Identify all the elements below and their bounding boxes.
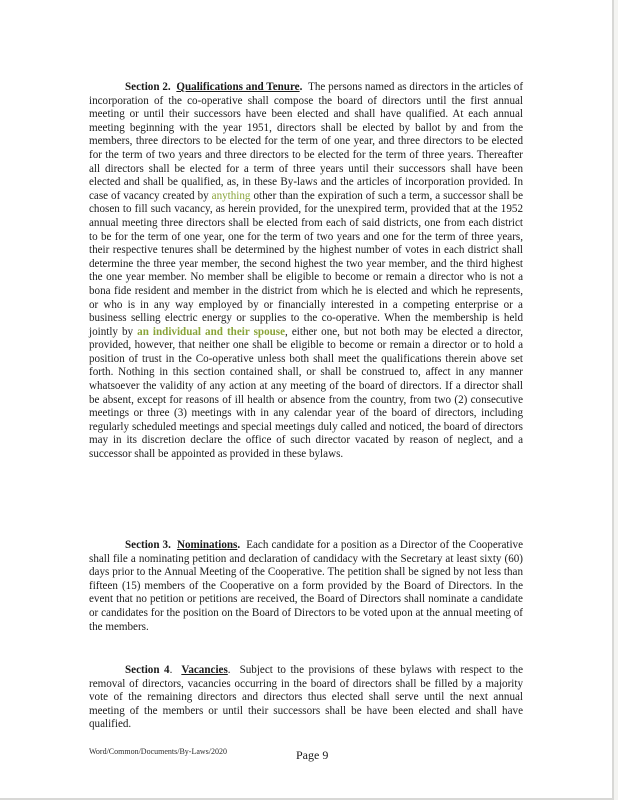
section-2-title-period: . — [299, 81, 303, 93]
footer-file-path: Word/Common/Documents/By-Laws/2020 — [89, 747, 228, 756]
section-4-title-period: . — [227, 664, 231, 676]
section-3-paragraph — [89, 539, 523, 634]
section-2-paragraph — [89, 81, 523, 462]
highlighted-phrase-spouse: an individual and their spouse — [137, 325, 286, 338]
section-4-text: Subject to the provisions of these bylaws with respect to the removal of directors, vacancies occurring in the board of directors shall be filled by a majority vote of the remaining directors and directors thus elected shall serve until the next annual meeting of the members or until their successors shall be have been elected and shall have qualified. — [89, 664, 524, 731]
section-4-paragraph: Section 4. Vacancies. Subject to the provisions of these bylaws with respect to the removal of directors, vacancies occurring in the board of directors shall be filled by a majority vote of the remaining directors and directors thus elected shall serve until the next annual meeting of the members or until their successors shall be have been elected and shall have qualified. — [89, 664, 524, 731]
section-2-text-c: , either one, but not both may be elected a director, provided, however, that neither one shall be eligible to become or remain a director or to hold a position of trust in the Co-operative unless both shall meet the qualifications therein above set forth. Nothing in this section contained shall, or shall be construed to, affect in any manner whatsoever the validity of any action at any meeting of the board of directors. If a director shall be absent, except for reasons of ill health or absence from the country, from two (2) consecutive meetings or three (3) meetings with in any calendar year of the board of directors, including regularly scheduled meetings and special meetings duly called and noticed, the board of directors may in its discretion declare the office of such director vacated by reason of neglect, and a successor shall be appointed as provided in these bylaws. — [89, 325, 524, 461]
section-2-title: Qualifications and Tenure — [176, 81, 300, 93]
section-3-number: Section 3. — [125, 539, 171, 551]
highlighted-word-anything: anything — [211, 189, 251, 202]
section-4-number: Section 4 — [125, 664, 170, 676]
section-3-text: Each candidate for a position as a Director of the Cooperative shall file a nominating petition and declaration of candidacy with the Secretary at least sixty (60) days prior to the Annual Meeting of the Cooperative. The petition shall be signed by not less than fifteen (15) members of the Cooperative on a form provided by the Board of Directors. In the event that no petition or petitions are received, the Board of Directors shall nominate a candidate or candidates for the position on the Board of Directors to be voted upon at the annual meeting of the members. — [89, 539, 524, 633]
page-number: Page 9 — [296, 748, 329, 762]
section-2-text-b: other than the expiration of such a term, a successor shall be chosen to fill such vacancy, as herein provided, for the unexpired term, provided that at the 1952 annual meeting three directors shall be elected from each of said districts, one from each district to be for the term of one year, one for the term of two years and one for the term of three years, their respective tenures shall be determined by the highest number of votes in each district shall determine the three year member, the second highest the two year member, and the third highest the one year member. No member shall be eligible to become or remain a director who is not a bona fide resident and member in the district from which he is elected and which he represents, or who is in any way employed by or financially interested in a competing enterprise or a business selling electric energy or supplies to the co-operative. When the membership is held jointly by — [89, 189, 524, 338]
section-2-text-a: The persons named as directors in the articles of incorporation of the co-operative shall compose the board of directors until the first annual meeting or until their successors have been elected and shall have qualified. At each annual meeting beginning with the year 1951, directors shall be elected by ballot by and from the members, three directors to be elected for the term of one year, and three directors to be elected for the term of two years and three directors to be elected for the term of three years. Thereafter all directors shall be elected for a term of three years until their successors shall have been elected and shall be qualified, as, in these By-laws and the articles of incorporation provided. In case of vacancy created by — [89, 81, 524, 202]
section-3-title: Nominations — [176, 539, 238, 551]
section-3-title-period: . — [237, 539, 241, 551]
section-4-title: Vacancies — [181, 664, 228, 676]
section-2-number: Section 2. — [125, 81, 171, 93]
